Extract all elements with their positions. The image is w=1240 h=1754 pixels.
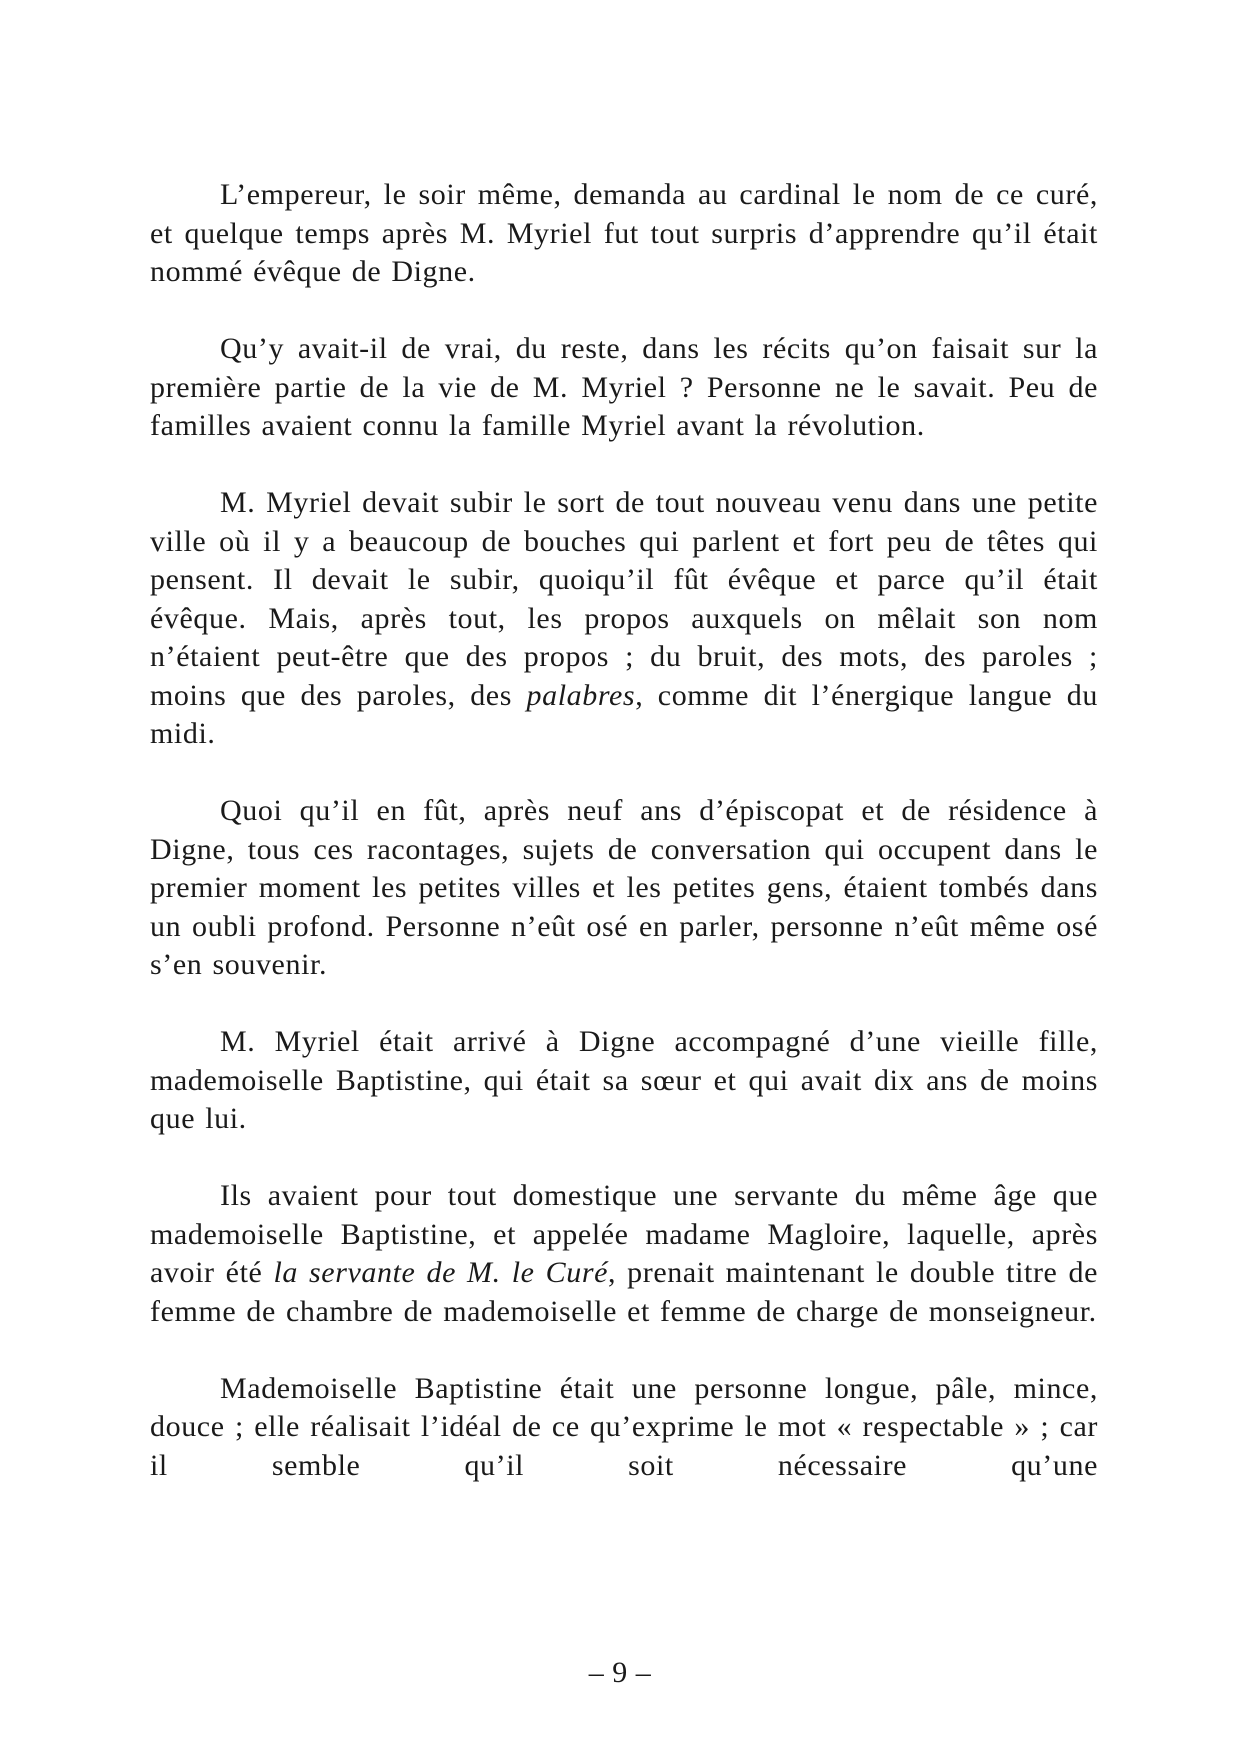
paragraph xyxy=(150,176,1098,292)
paragraph xyxy=(150,1370,1098,1486)
paragraph xyxy=(150,484,1098,754)
paragraph xyxy=(150,1023,1098,1139)
italic-word: palabres xyxy=(526,678,636,712)
body-text xyxy=(150,176,1098,1485)
paragraph xyxy=(150,1177,1098,1331)
paragraph-text: L’empereur, le soir même, demanda au cardinal le nom de ce curé, et quelque temps après M. Myriel fut tout surpris d’apprendre qu’il était nommé évêque de Digne. xyxy=(150,178,1098,288)
italic-phrase: la servante de M. le Curé xyxy=(273,1256,609,1289)
page-number: – 9 – xyxy=(588,1656,652,1689)
paragraph xyxy=(150,330,1098,446)
paragraph-text: , comme dit l’énergique langue du midi. xyxy=(150,678,1098,750)
paragraph-text: Mademoiselle Baptistine était une personne longue, pâle, mince, douce ; elle réalisait l’idéal de ce qu’exprime le mot « respectable » ; car il semble qu’il soit nécessaire qu’une xyxy=(150,1371,1098,1482)
paragraph xyxy=(150,792,1098,985)
paragraph-text: M. Myriel devait subir le sort de tout nouveau venu dans une petite ville où il y a beaucoup de bouches qui parlent et fort peu de têtes qui pensent. Il devait le subir, quoiqu’il fût évêque et parce qu’il était évêque. Mais, après tout, les propos auxquels on mêlait son nom n’étaient peut-être que des propos ; du bruit, des mots, des paroles ; moins que des paroles, des xyxy=(150,486,1098,712)
paragraph-text: Ils avaient pour tout domestique une servante du même âge que mademoiselle Baptistine, et appelée madame Magloire, laquelle, après avoir été xyxy=(150,1179,1098,1289)
paragraph-text: M. Myriel était arrivé à Digne accompagné d’une vieille fille, mademoiselle Baptistine, qui était sa sœur et qui avait dix ans de moins que lui. xyxy=(150,1025,1098,1135)
paragraph-text: Qu’y avait-il de vrai, du reste, dans les récits qu’on faisait sur la première partie de la vie de M. Myriel ? Personne ne le savait. Peu de familles avaient connu la famille Myriel avant la révolution. xyxy=(150,332,1098,442)
paragraph-text: Quoi qu’il en fût, après neuf ans d’épiscopat et de résidence à Digne, tous ces racontages, sujets de conversation qui occupent dans le premier moment les petites villes et les petites gens, étaient tombés dans un oubli profond. Personne n’eût osé en parler, personne n’eût même osé s’en souvenir. xyxy=(150,794,1098,981)
paragraph-text: , prenait maintenant le double titre de femme de chambre de mademoiselle et femme de charge de monseigneur. xyxy=(150,1256,1099,1328)
